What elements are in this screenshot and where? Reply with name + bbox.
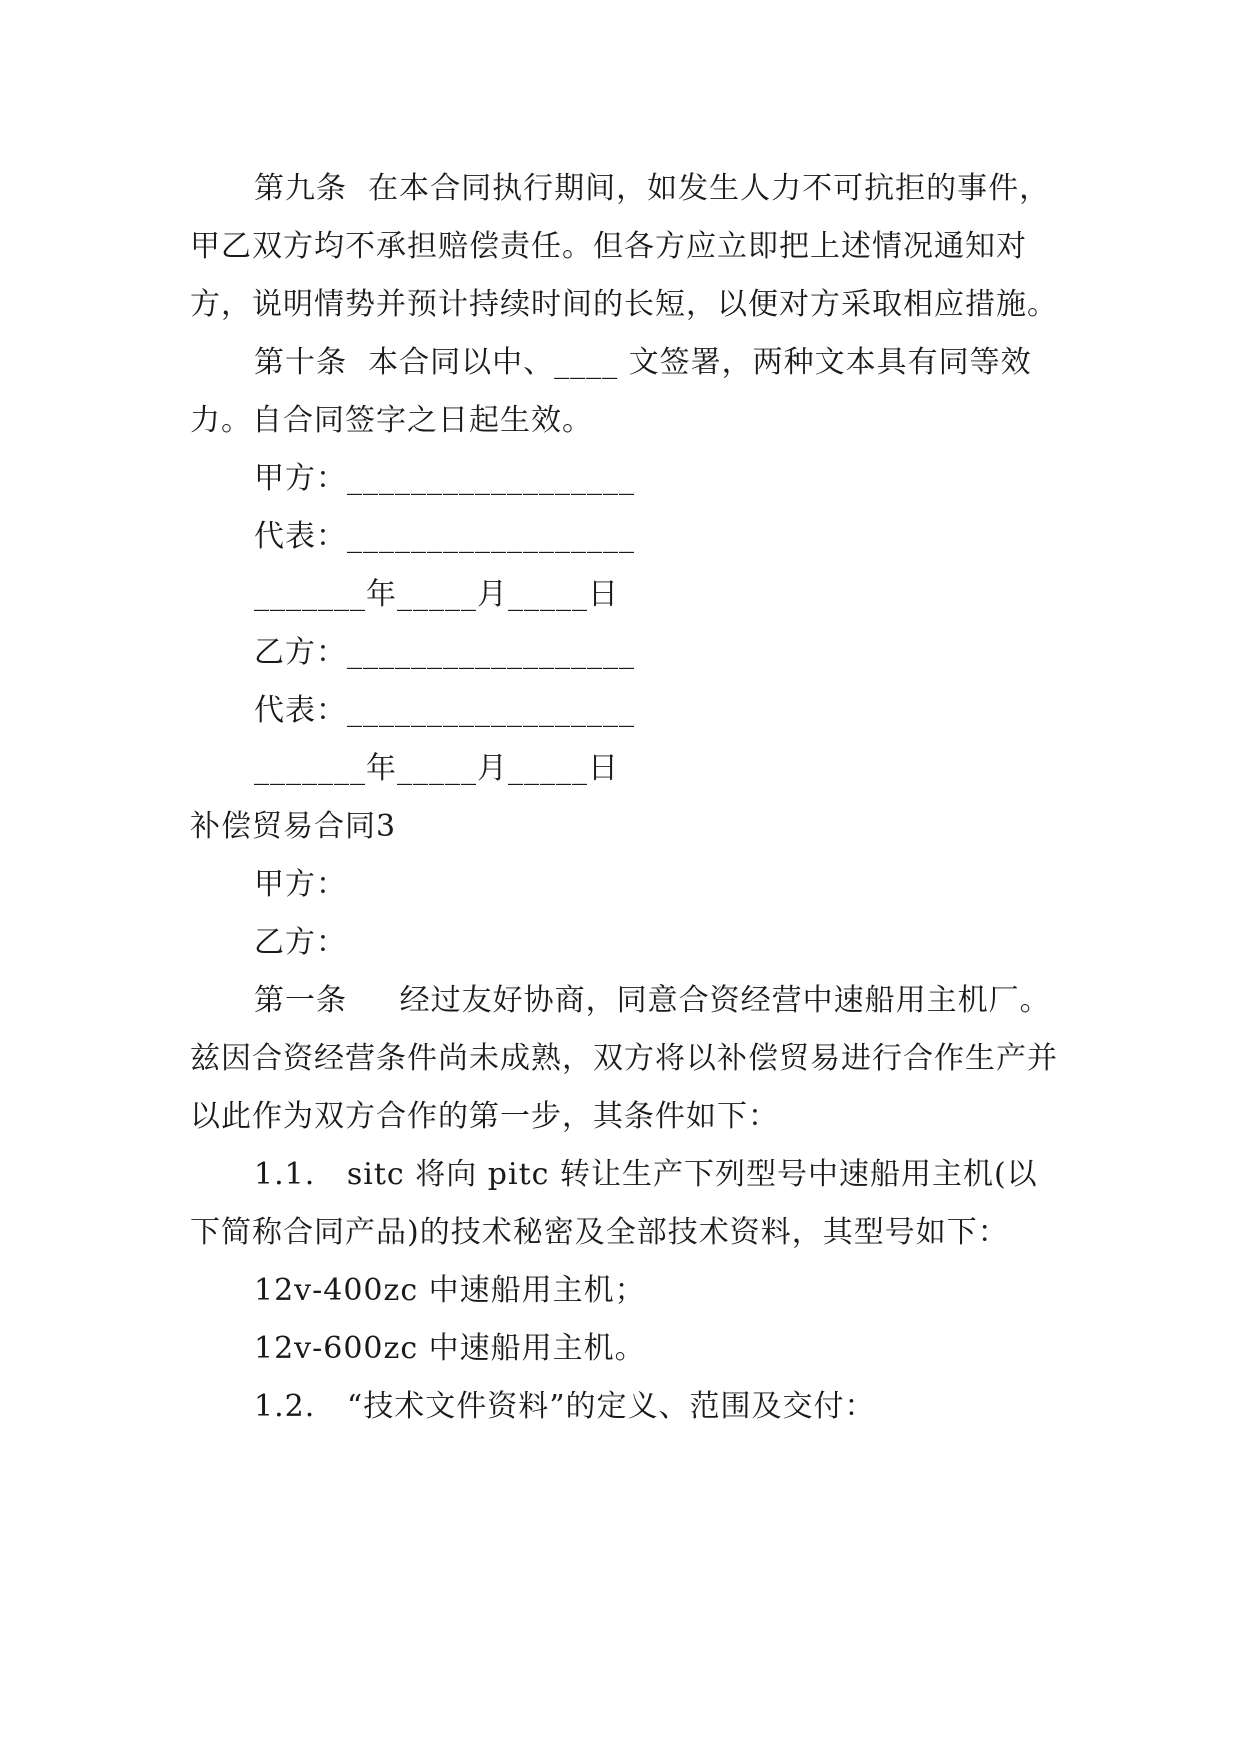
clause-1-1-paragraph: 1.1. sitc 将向 pitc 转让生产下列型号中速船用主机(以下简称合同产品)的技术秘密及全部技术资料，其型号如下： (190, 1157, 1038, 1250)
contract-3-title: 补偿贸易合同3 (190, 809, 397, 844)
party-a-date-line: _______年_____月_____日 (254, 577, 619, 612)
party-b-date-line: _______年_____月_____日 (254, 751, 619, 786)
clause-1-2-paragraph: 1.2. “技术文件资料”的定义、范围及交付： (254, 1389, 876, 1424)
model-12v-600zc-line: 12v-600zc 中速船用主机。 (254, 1331, 646, 1366)
party-b-representative-line: 代表：__________________ (254, 693, 635, 728)
contract-3-party-b: 乙方： (254, 925, 347, 960)
article-10-paragraph: 第十条 本合同以中、____ 文签署，两种文本具有同等效力。自合同签字之日起生效。 (190, 345, 1032, 438)
document-body (190, 160, 1058, 1436)
contract-3-party-a: 甲方： (254, 867, 347, 902)
article-9-paragraph: 第九条 在本合同执行期间，如发生人力不可抗拒的事件，甲乙双方均不承担赔偿责任。但各方应立即把上述情况通知对方，说明情势并预计持续时间的长短，以便对方采取相应措施。 (190, 171, 1058, 322)
article-1-paragraph: 第一条 经过友好协商，同意合资经营中速船用主机厂。兹因合资经营条件尚未成熟，双方将以补偿贸易进行合作生产并以此作为双方合作的第一步，其条件如下： (190, 983, 1058, 1134)
party-a-representative-line: 代表：__________________ (254, 519, 635, 554)
party-b-signature-line: 乙方：__________________ (254, 635, 635, 670)
model-12v-400zc-line: 12v-400zc 中速船用主机； (254, 1273, 646, 1308)
party-a-signature-line: 甲方：__________________ (254, 461, 635, 496)
